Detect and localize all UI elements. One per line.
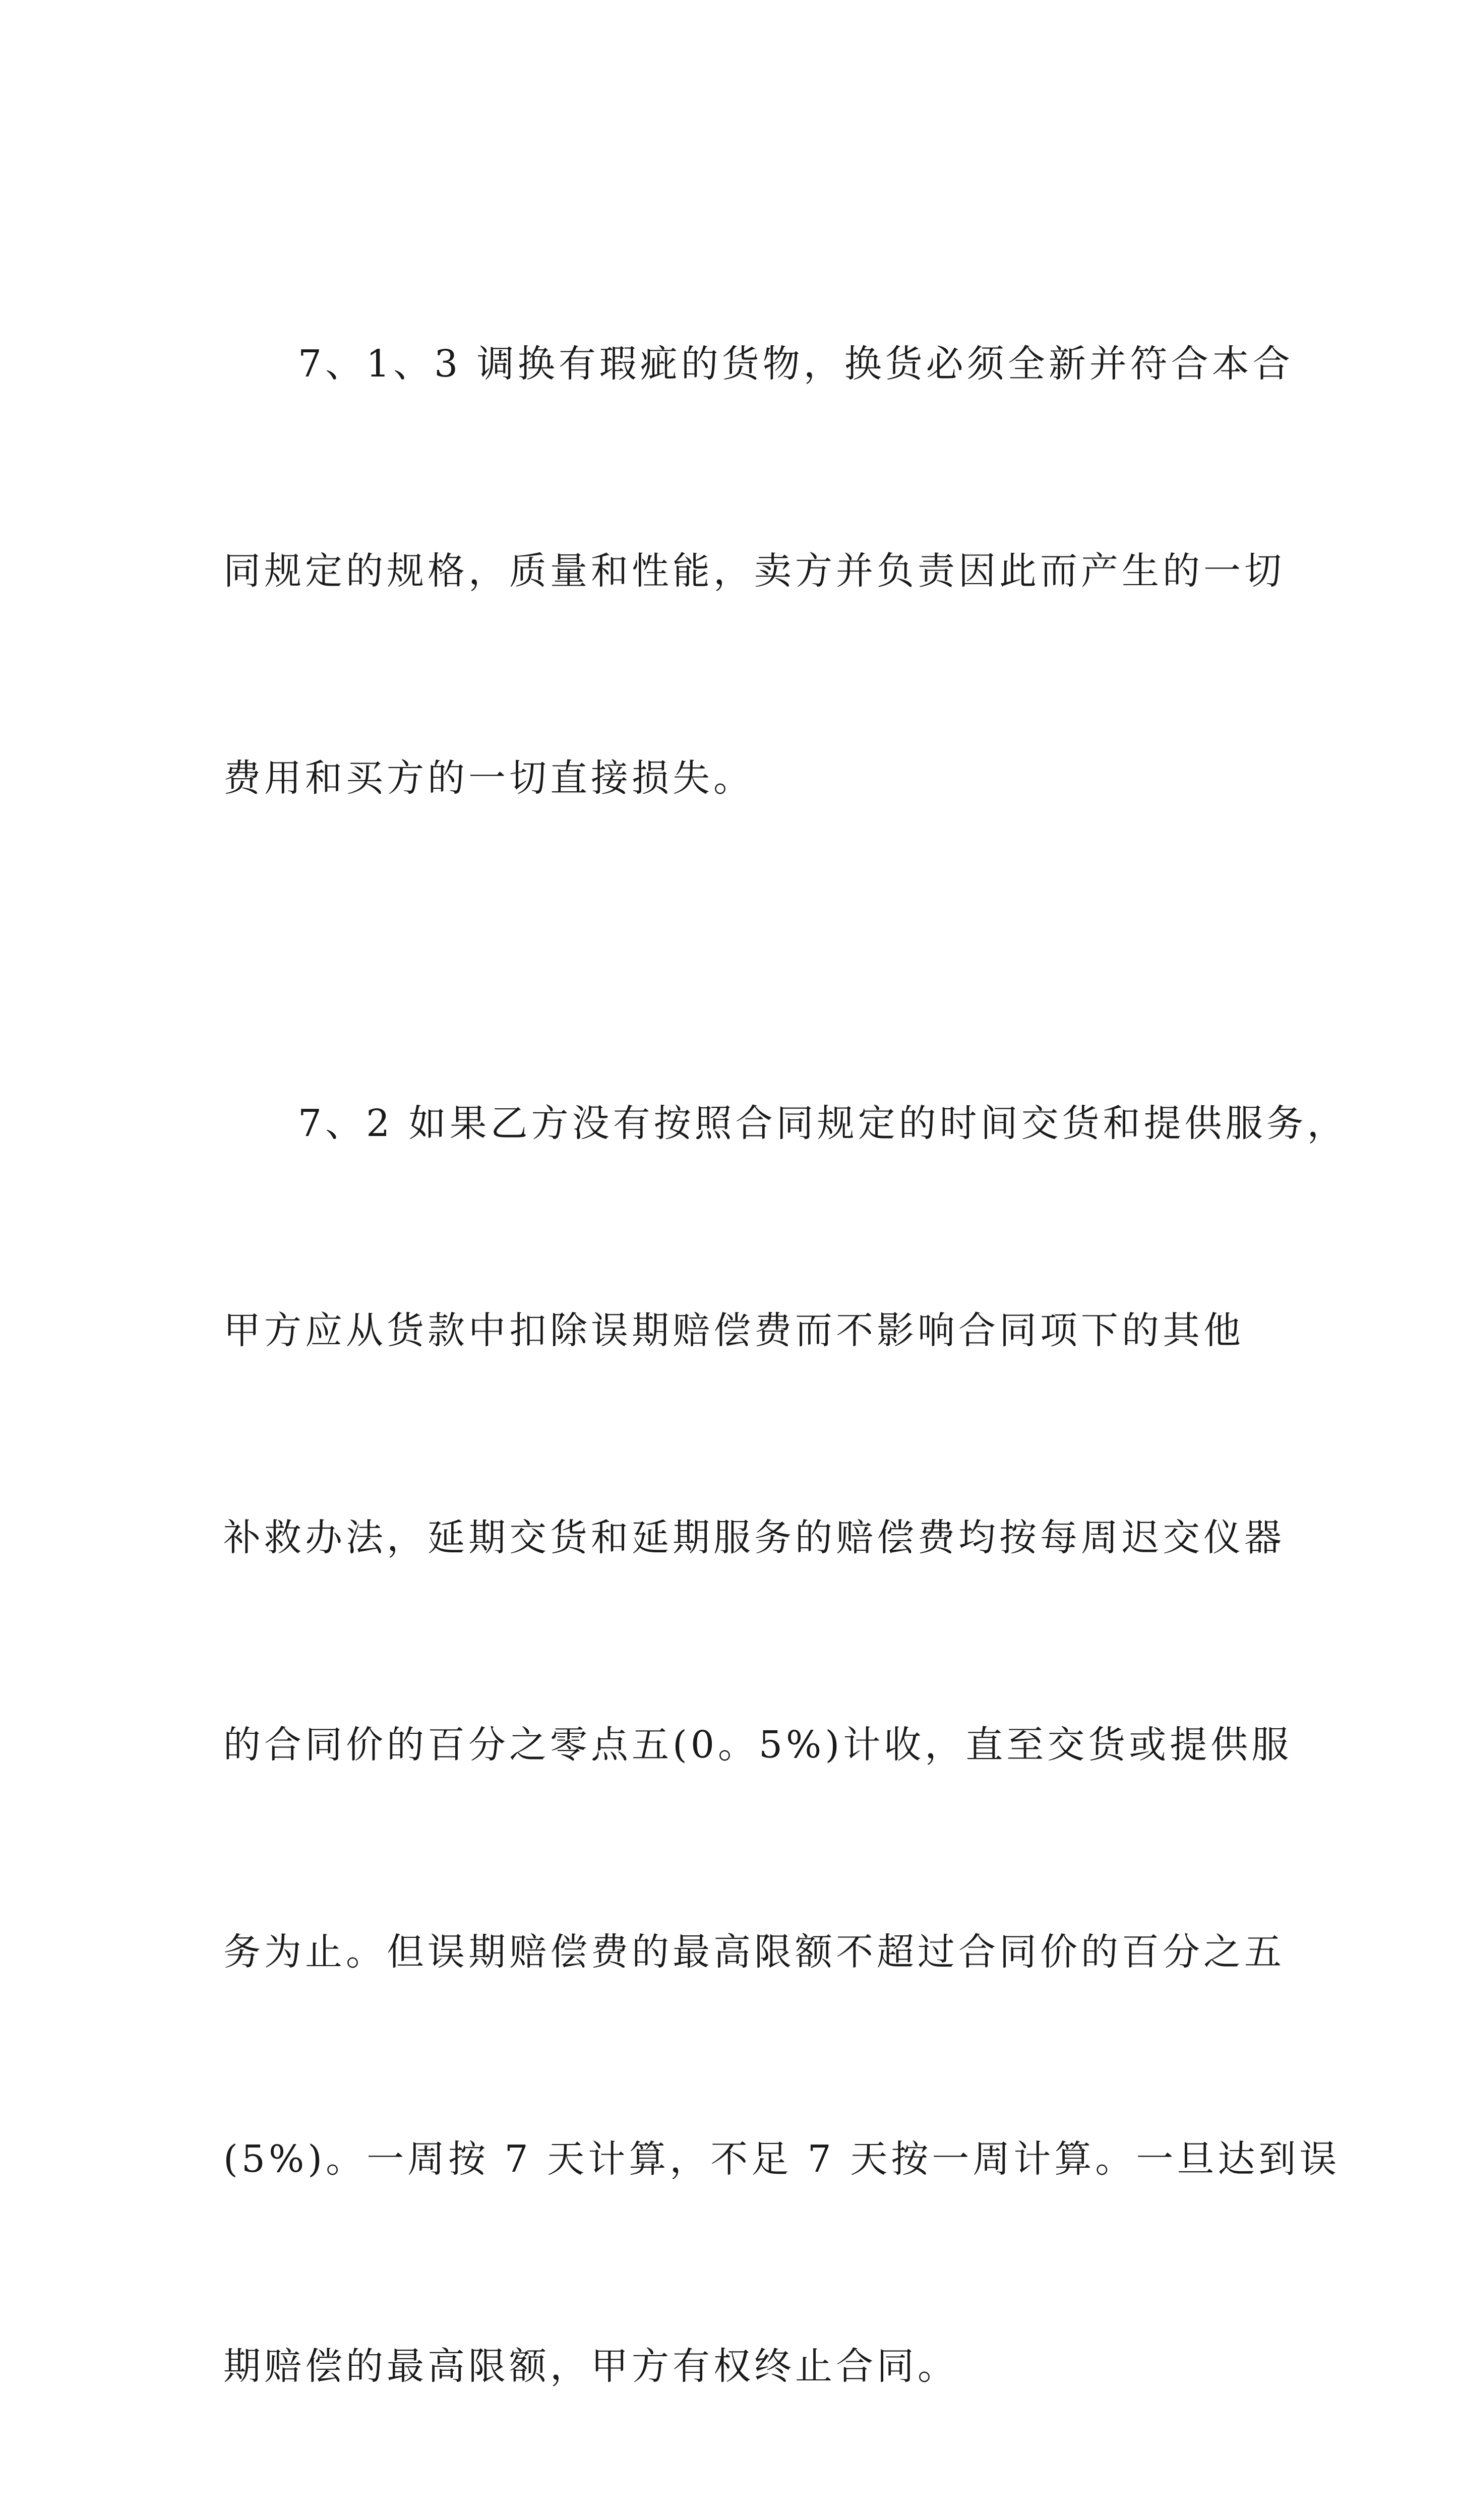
text-line: 的合同价的百分之零点五(0。5%)计收，直至交货或提供服 — [223, 1723, 1293, 1767]
paragraph-7-1-3 — [223, 192, 1294, 951]
contract-body-text — [223, 192, 1348, 2520]
text-line: 费用和买方的一切直接损失。 — [223, 757, 754, 800]
paragraph-7-2 — [223, 951, 1348, 2520]
text-line: 务为止。但误期赔偿费的最高限额不超过合同价的百分之五 — [223, 1930, 1285, 1974]
text-line: 补救办法，延期交货和延期服务的赔偿费均按每周迟交仪器 — [223, 1516, 1285, 1559]
text-line: 7、1、3 调换有瑕疵的货物，换货必须全新并符合本合 — [298, 342, 1294, 386]
text-line: 7、2 如果乙方没有按照合同规定的时间交货和提供服务， — [298, 1102, 1348, 1145]
text-line: 期赔偿的最高限额，甲方有权终止合同。 — [223, 2345, 958, 2388]
text-line: (5%)。一周按 7 天计算，不足 7 天按一周计算。一旦达到误 — [223, 2137, 1341, 2181]
text-line: 甲方应从货款中扣除误期赔偿费而不影响合同项下的其他 — [223, 1309, 1244, 1352]
text-line: 同规定的规格，质量和性能，卖方并负责因此而产生的一切 — [223, 549, 1285, 593]
